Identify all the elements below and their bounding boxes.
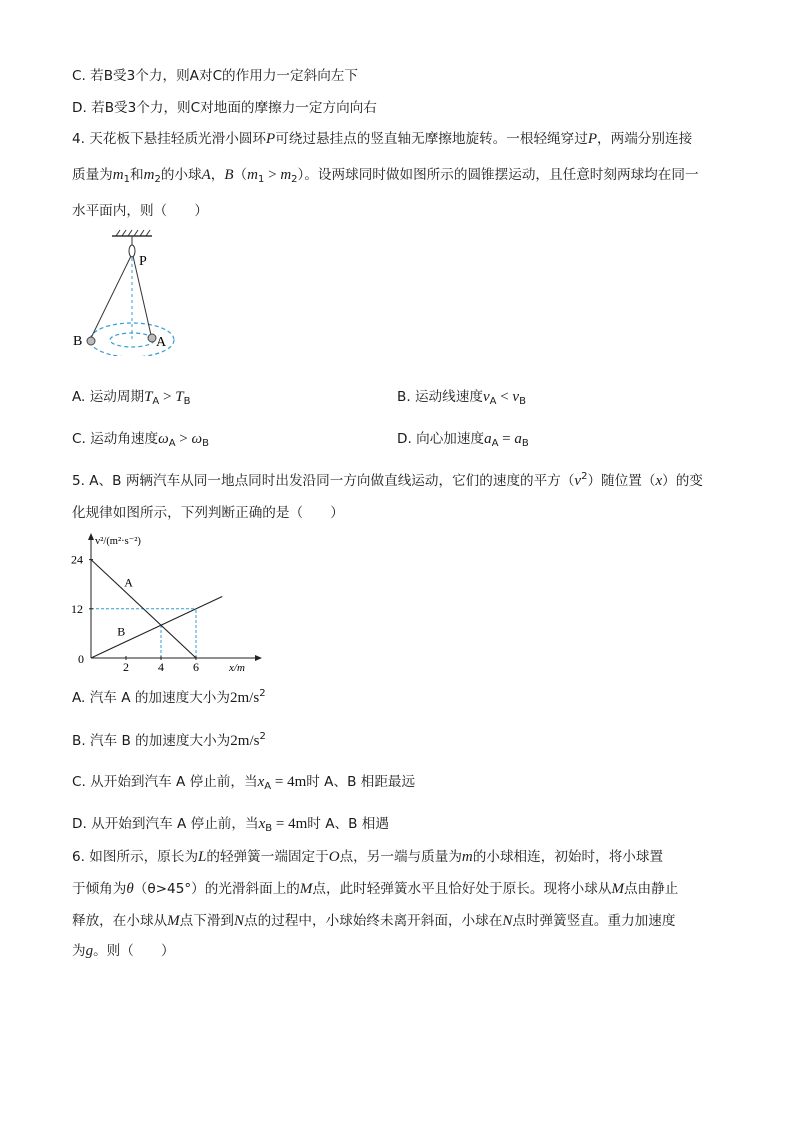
ring-p bbox=[129, 245, 135, 257]
label-b: B bbox=[73, 334, 83, 349]
label-p: P bbox=[139, 254, 147, 269]
q4-option-c: C. 运动角速度$\omega_A > \omega_B$ bbox=[72, 431, 209, 449]
x-tick-label-4: 4 bbox=[158, 660, 164, 672]
q4-line-2: 质量为$m_1$和$m_2$的小球A，$B(m_1 > m_2)$。设两球同时做如图所示的圆锥摆运动，且任意时刻两球均在同一 bbox=[72, 167, 699, 185]
q5-line-1: 5. A、B 两辆汽车从同一地点同时出发沿同一方向做直线运动，它们的速度的平方$(v^2)$随位置（x）的变 bbox=[72, 471, 703, 489]
string-to-b bbox=[91, 256, 131, 338]
x-axis-arrow bbox=[255, 655, 262, 661]
q4-option-a: A. 运动周期$T_A > T_B$ bbox=[72, 389, 191, 407]
q5-vsq-x-chart bbox=[66, 530, 266, 672]
x-axis-label: x/m bbox=[229, 662, 245, 672]
q4-option-b: B. 运动线速度$v_A < v_B$ bbox=[397, 389, 526, 407]
q5-option-c: C. 从开始到汽车 A 停止前，当$x_A = 4m$时 A、B 相距最远 bbox=[72, 774, 416, 792]
series-label-b: B bbox=[117, 624, 126, 639]
q3-option-c: C. 若B受3个力，则A对C的作用力一定斜向左下 bbox=[72, 68, 358, 84]
y-axis-arrow bbox=[88, 533, 94, 540]
ball-a bbox=[148, 334, 156, 342]
x-tick-label-6: 6 bbox=[193, 660, 199, 672]
y-tick-label-24: 24 bbox=[71, 552, 83, 567]
origin-label: 0 bbox=[78, 652, 84, 666]
ceiling-hatch bbox=[112, 230, 152, 236]
q3-option-d: D. 若B受3个力，则C对地面的摩擦力一定方向向右 bbox=[72, 100, 377, 116]
q5-line-2: 化规律如图所示，下列判断正确的是（ ） bbox=[72, 505, 344, 521]
q5-option-b: B. 汽车 B 的加速度大小为$2m/s^2$ bbox=[72, 731, 266, 749]
q5-option-d: D. 从开始到汽车 A 停止前，当$x_B = 4m$时 A、B 相遇 bbox=[72, 816, 389, 834]
q5-option-a: A. 汽车 A 的加速度大小为$2m/s^2$ bbox=[72, 688, 266, 706]
series-line-b bbox=[91, 597, 222, 659]
q4-line-1: 4. 天花板下悬挂轻质光滑小圆环P可绕过悬挂点的竖直轴无摩擦地旋转。一根轻绳穿过P，两端分别连接 bbox=[72, 131, 693, 147]
ball-b bbox=[87, 337, 95, 345]
q4-option-d: D. 向心加速度$a_A = a_B$ bbox=[397, 431, 529, 449]
q6-line-1: 6. 如图所示，原长为L的轻弹簧一端固定于O点，另一端与质量为m的小球相连，初始时，将小球置 bbox=[72, 849, 664, 865]
series-label-a: A bbox=[124, 575, 133, 590]
y-tick-label-12: 12 bbox=[71, 601, 83, 616]
q6-line-2: 于倾角为θ（θ>45°）的光滑斜面上的M点，此时轻弹簧水平且恰好处于原长。现将小球从M点由静止 bbox=[72, 881, 679, 897]
q6-line-3: 释放，在小球从M点下滑到N点的过程中，小球始终未离开斜面，小球在N点时弹簧竖直。重力加速度 bbox=[72, 913, 676, 929]
y-axis-label: v²/(m²·s⁻²) bbox=[95, 536, 141, 547]
q4-pendulum-figure bbox=[70, 228, 190, 356]
label-a: A bbox=[156, 335, 167, 350]
q4-line-3: 水平面内，则（ ） bbox=[72, 203, 208, 219]
q6-line-4: 为g。则（ ） bbox=[72, 943, 175, 959]
x-tick-label-2: 2 bbox=[123, 660, 129, 672]
